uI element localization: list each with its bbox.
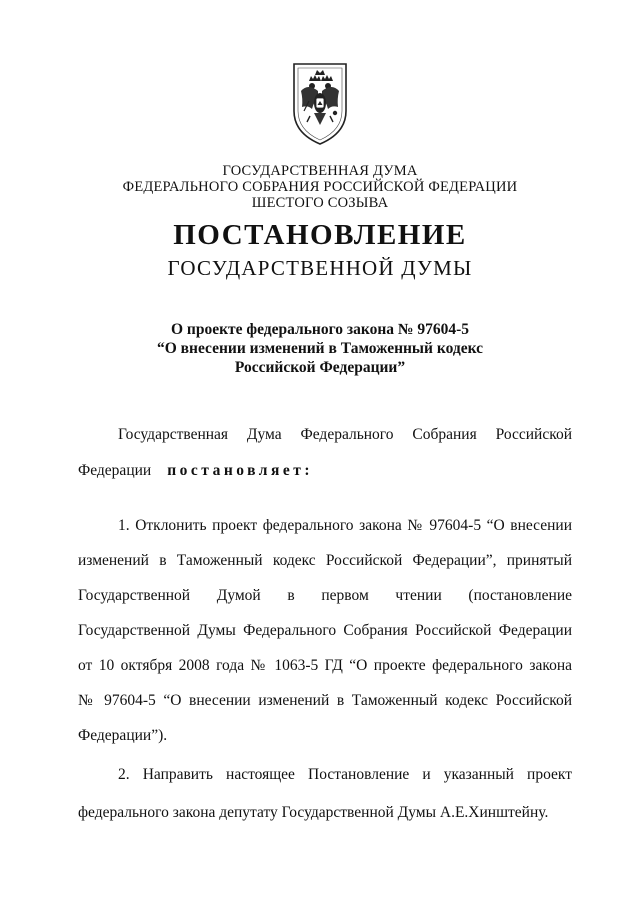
preamble-line-2 [78, 462, 572, 480]
para2-line-1: 2. Направить настоящее Постановление и указанный проект [118, 766, 572, 783]
subject-line-2: “О внесении изменений в Таможенный кодекс [156, 340, 484, 357]
issuer-line-3: ШЕСТОГО СОЗЫВА [251, 195, 389, 211]
russian-coat-of-arms-icon [290, 61, 350, 147]
preamble-text: Федерации [78, 462, 152, 479]
issuer-line-2: ФЕДЕРАЛЬНОГО СОБРАНИЯ РОССИЙСКОЙ ФЕДЕРАЦИИ [122, 179, 518, 195]
para1-line-5: от 10 октября 2008 года № 1063-5 ГД “О проекте федерального закона [78, 657, 572, 674]
para1-line-2: изменений в Таможенный кодекс Российской Федерации”, принятый [78, 552, 572, 569]
subject-line-3: Российской Федерации” [234, 359, 406, 376]
document-title: ПОСТАНОВЛЕНИЕ [173, 219, 467, 251]
para1-line-3: Государственной Думой в первом чтении (постановление [78, 587, 572, 604]
para1-line-6: № 97604-5 “О внесении изменений в Таможенный кодекс Российской [78, 692, 572, 709]
document-subtitle: ГОСУДАРСТВЕННОЙ ДУМЫ [167, 256, 473, 280]
para2-line-2: федерального закона депутату Государственной Думы А.Е.Хинштейну. [78, 804, 549, 821]
para1-line-1: 1. Отклонить проект федерального закона № 97604-5 “О внесении [118, 517, 572, 534]
preamble-line-1: Государственная Дума Федерального Собрания Российской [118, 426, 572, 443]
para1-line-7: Федерации”). [78, 727, 168, 744]
issuer-line-1: ГОСУДАРСТВЕННАЯ ДУМА [222, 163, 418, 179]
decree-verb: постановляет: [167, 462, 314, 479]
para1-line-4: Государственной Думы Федерального Собрания Российской Федерации [78, 622, 572, 639]
subject-line-1: О проекте федерального закона № 97604-5 [170, 321, 469, 338]
